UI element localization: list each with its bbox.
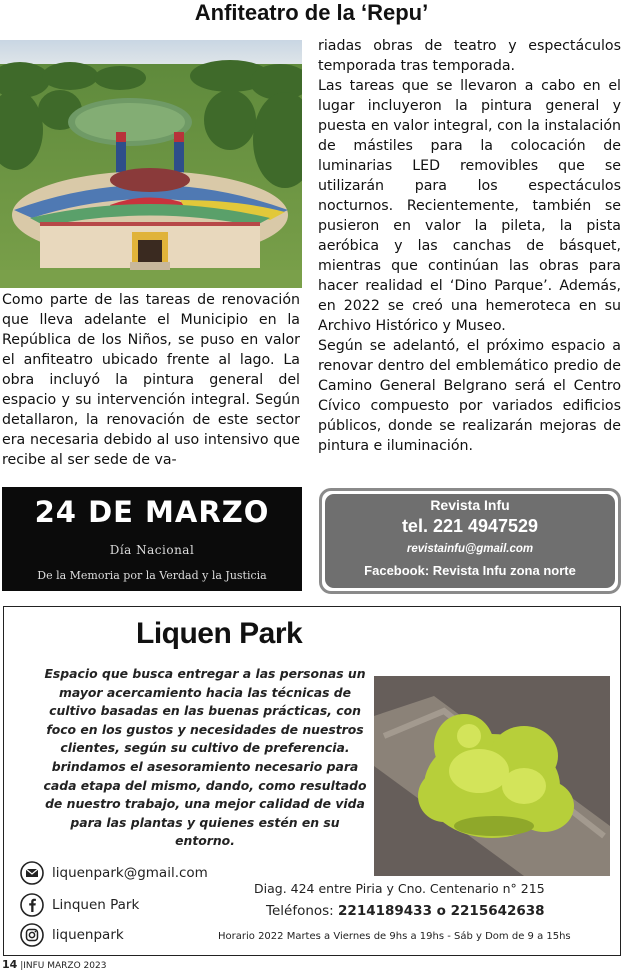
email-icon [20,861,44,885]
banner-tagline: De la Memoria por la Verdad y la Justicia [37,569,267,582]
ad-title: Liquen Park [136,617,303,650]
page-title: Anfiteatro de la ‘Repu’ [194,0,429,25]
liquen-park-ad [3,606,621,956]
lichen-photo [374,676,610,876]
memorial-day-banner [2,487,302,591]
article-paragraph: Como parte de las tareas de renovación que lleva adelante el Municipio en la República de los Niños, se puso en valor el anfiteatro ubicado frente al lago. La obra incluyó la pintura general del espacio y su intervención integral. Según detallaron, la renovación de este sector era necesaria debido al uso intensivo que recibe al ser sede de va- [2,292,300,468]
ad-email: liquenpark@gmail.com [52,865,208,881]
article-left-column [2,290,300,470]
article-paragraph: Según se adelantó, el próximo espacio a renovar dentro del emblemático predio de Camino General Belgrano será el Centro Cívico compuesto por variados edificios públicos, donde se realizarán mejoras de pintura e iluminación. [318,338,621,454]
page-number: 14 [2,958,18,971]
article-right-column [318,36,621,456]
magazine-contact-box [319,488,621,594]
facebook-icon [20,893,44,917]
ad-facebook-row[interactable] [20,893,139,917]
magazine-name: Revista Infu [430,497,510,513]
ad-facebook: Linquen Park [52,897,140,913]
magazine-email: revistainfu@gmail.com [406,543,534,555]
magazine-facebook: Facebook: Revista Infu zona norte [364,563,576,578]
ad-hours: Horario 2022 Martes a Viernes de 9hs a 19hs - Sáb y Dom de 9 a 15hs [218,931,571,942]
ad-instagram: liquenpark [52,927,124,943]
ad-email-row[interactable] [20,861,208,885]
page-footer [2,958,106,971]
ad-phones [266,903,545,919]
article-paragraph: riadas obras de teatro y espectáculos temporada tras temporada. [318,38,621,74]
instagram-icon [20,923,44,947]
banner-subtitle: Día Nacional [109,543,195,557]
magazine-contact-panel [325,494,615,588]
amphitheatre-photo [0,40,302,288]
ad-phone-numbers: 2214189433 o 2215642638 [338,903,545,919]
ad-description: Espacio que busca entregar a las personas un mayor acercamiento hacia las técnicas de cultivo basadas en las buenas prácticas, con foco en los gustos y necesidades de nuestros clientes, según su cultivo de preferencia. brindamos el asesoramiento necesario para cada etapa del mismo, dando, como resultado de nuestro trabajo, una mejor calidad de vida para las plantas y quienes estén en su entorno. [43,666,367,849]
article-paragraph: Las tareas que se llevaron a cabo en el lugar incluyeron la pintura general y puesta en valor integral, con la instalación de mástiles para la colocación de luminarias LED removibles que se utilizarán para los espectáculos nocturnos. Recientemente, también se pusieron en valor la pileta, la pista aeróbica y las canchas de básquet, mientras que continúan las obras para hacer realidad el ‘Dino Parque’. Además, en 2022 se creó una hemeroteca en su Archivo Histórico y Museo. [318,78,621,334]
magazine-phone: tel. 221 4947529 [401,516,539,536]
footer-separator: | [20,961,24,971]
ad-instagram-row[interactable] [20,923,124,947]
ad-address: Diag. 424 entre Piria y Cno. Centenario n° 215 [254,881,545,896]
footer-issue: INFU MARZO 2023 [23,961,107,971]
banner-title: 24 DE MARZO [34,495,270,529]
ad-phones-label: Teléfonos: [266,903,334,919]
